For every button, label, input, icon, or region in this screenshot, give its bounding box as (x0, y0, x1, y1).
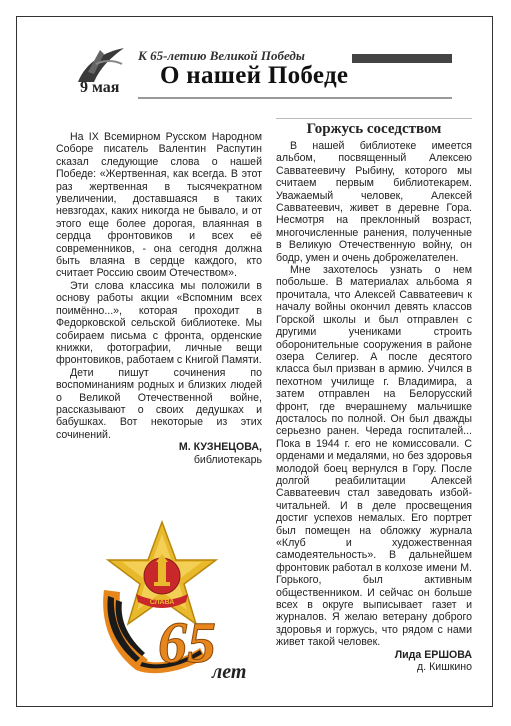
right-author: Лида ЕРШОВА (394, 648, 472, 661)
supertitle: К 65-летию Великой Победы (138, 48, 305, 63)
header-rule (352, 54, 452, 63)
left-paragraph-1: На IX Всемирном Русском Народном Соборе писатель Валентин Распутин сказал следующие слова о нашей Победе: «Жертвенная, как всегда. В этот раз жертвенная в тысячекратном увеличении, доставшаяся в таких невзгодах, каких никогда не бывало, и от этого еще более дорогая, влаянная в сердца фронтовиков и всех её современников, - она сегодня должна быть влаяна в сердце каждого, кто считает Россию своим Отечеством». (56, 131, 262, 280)
right-paragraph-1: В нашей библиотеке имеется альбом, посвященный Алексею Савватеевичу Рыбину, которого мы считаем первым библиотекарем. Уважаемый человек, Алексей Савватеевич, живет в деревне Гора. Несмотря на преклонный возраст, многочисленные ранения, полученные в Великую Отечественную войну, он бодр, умен и очень доброжелателен. (276, 140, 472, 264)
right-article-top-rule (276, 118, 472, 119)
left-paragraph-3: Дети пишут сочинения по воспоминаниям родных и близких людей о Великой Отечественной войне, рассказывают о своих дедушках и бабушках. Вот некоторые из этих сочинений. (56, 366, 262, 441)
anniversary-emblem (96, 520, 256, 680)
right-paragraph-2: Мне захотелось узнать о нем побольше. В материалах альбома я прочитала, что Алексей Савватеевич к началу войны окончил девять классов Горской школы и был отправлен с другими учениками строить оборонительные сооружения в районе озера Селигер. А после десятого класса был призван в армию. Учился в пехотном училище г. Владимира, а затем отправлен на Белорусский фронт, где вчерашнему мальчишке досталось по полной. Он был дважды серьезно ранен. Череда госпиталей... Пока в 1944 г. его не комиссовали. С орденами и медалями, но без здоровья молодой боец вернулся в Гору. После долгой реабилитации Алексей Савватеевич стал заведовать избой-читальней. И в деле просвещения достиг успехов немалых. Его портрет был помещен на обложку журнала «Клуб и художественная самодеятельность». В дальнейшем фронтовик работал в колхозе имени М. Горького, был активным общественником. И сейчас он больше всех в округе выписывает газет и журналов. Я желаю ветерану доброго здоровья и горжусь, что рядом с нами живет такой человек. (276, 264, 472, 649)
left-author-role: библиотекарь (193, 453, 262, 466)
ribbon-text: СЛАВА (149, 599, 175, 606)
anniversary-word: лет (212, 661, 247, 680)
left-paragraph-2: Эти слова классика мы положили в основу работы акции «Вспомним всех поимённо...», которая проходит в Федорковской сельской библиотеке. Мы собираем письма с фронта, орденские книжки, фотографии, личные вещи фронтовиков, работаем с Книгой Памяти. (56, 279, 262, 367)
left-author: М. КУЗНЕЦОВА, (178, 441, 262, 454)
right-author-place: д. Кишкино (417, 661, 472, 674)
date-logo-text: 9 мая (80, 79, 120, 94)
page-title: О нашей Победе (160, 62, 349, 89)
anniversary-number: 65 (158, 610, 216, 675)
right-article-heading: Горжусь соседством (306, 121, 442, 137)
left-article (56, 131, 262, 466)
header-underline (138, 97, 452, 99)
victory-day-logo (74, 42, 130, 94)
right-article (276, 120, 472, 673)
masthead (74, 42, 454, 102)
